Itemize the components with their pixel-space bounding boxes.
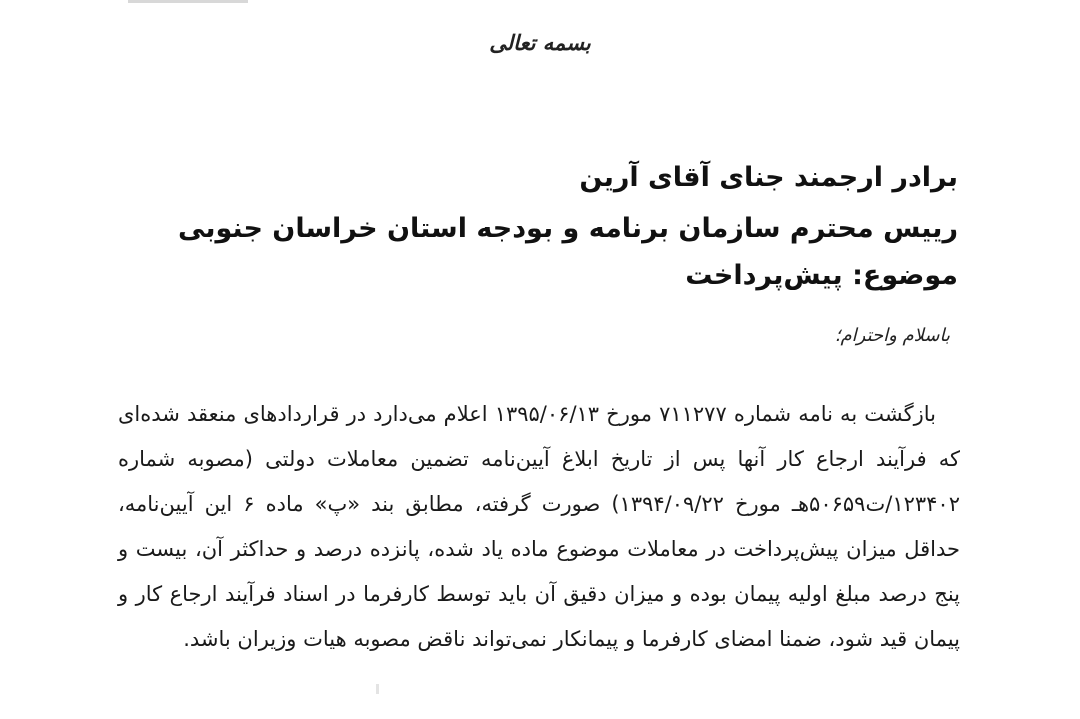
top-edge-mark <box>128 0 248 3</box>
recipient-line: برادر ارجمند جنای آقای آرین <box>579 162 958 193</box>
basmala-header: بسمه تعالی <box>489 30 591 55</box>
letter-body-container <box>118 392 960 662</box>
letter-body: بازگشت به نامه شماره ۷۱۱۲۷۷ مورخ ۱۳۹۵/۰۶/۱۳ اعلام می‌دارد در قراردادهای منعقد شده‌ای که فرآیند ارجاع کار آنها پس از تاریخ ابلاغ آیین‌نامه تضمین معاملات دولتی (مصوبه شماره ۱۲۳۴۰۲/ت۵۰۶۵۹هـ مورخ ۱۳۹۴/۰۹/۲۲) صورت گرفته، مطابق بند «پ» ماده ۶ این آیین‌نامه، حداقل میزان پیش‌پرداخت در معاملات موضوع ماده یاد شده، پانزده درصد و حداکثر آن، بیست و پنج درصد مبلغ اولیه پیمان بوده و میزان دقیق آن باید توسط کارفرما در اسناد فرآیند ارجاع کار و پیمان قید شود، ضمنا امضای کارفرما و پیمانکار نمی‌تواند ناقض مصوبه هیات وزیران باشد. <box>118 402 960 651</box>
greeting: باسلام واحترام؛ <box>834 325 950 346</box>
recipient-title-line: رییس محترم سازمان برنامه و بودجه استان خراسان جنوبی <box>178 213 958 244</box>
scan-artifact-mark <box>376 684 379 694</box>
subject-line: موضوع: پیش‌پرداخت <box>685 260 958 291</box>
